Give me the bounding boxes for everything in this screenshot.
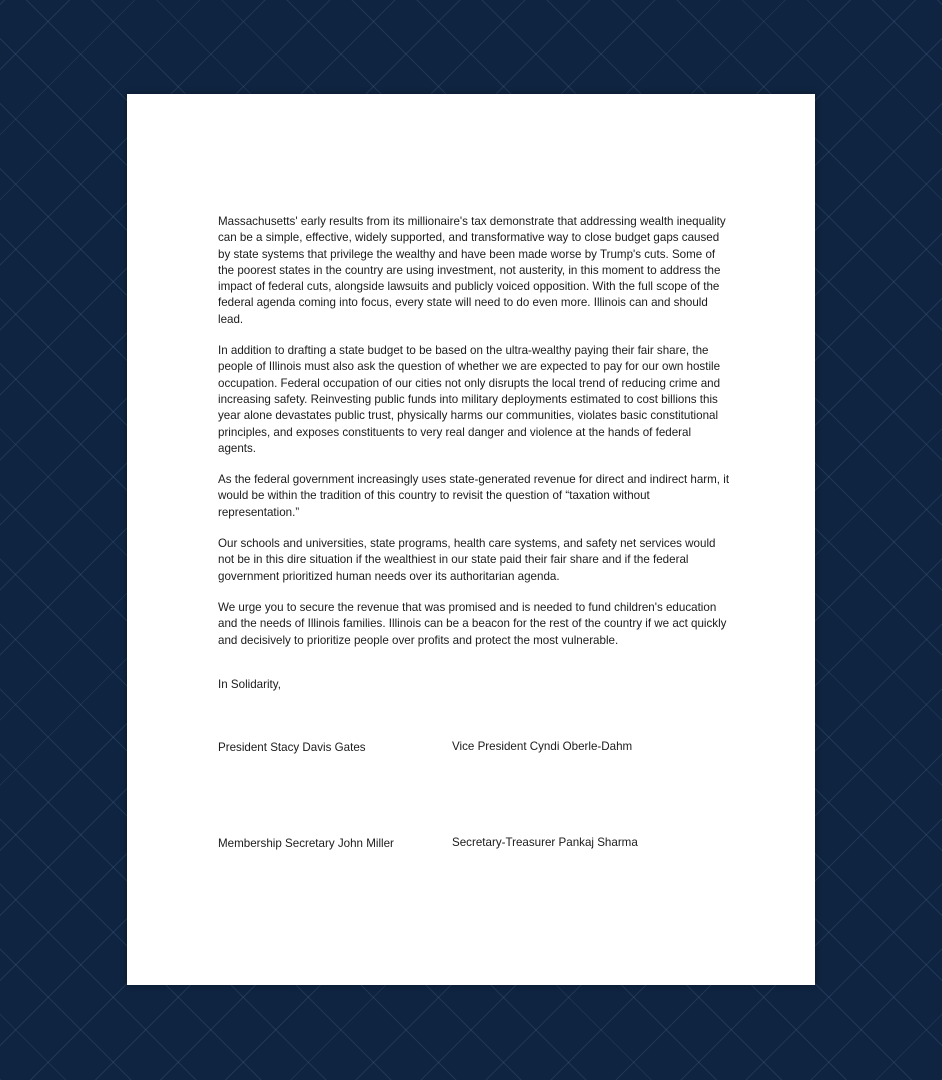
paragraph-1: Massachusetts' early results from its millionaire's tax demonstrate that addressing wealth inequality can be a simple, effective, widely supported, and transformative way to close budget gaps caused by state systems that privilege the wealthy and have been made worse by Trump's cuts. Some of the poorest states in the country are using investment, not austerity, in this moment to address the impact of federal cuts, alongside lawsuits and publicly voiced opposition. With the full scope of the federal agenda coming into focus, every state will need to do even more. Illinois can and should lead. [218, 215, 726, 326]
letter-body [218, 214, 730, 664]
signatory-vice-president: Vice President Cyndi Oberle-Dahm [452, 740, 633, 753]
signatory-membership-secretary: Membership Secretary John Miller [218, 837, 394, 850]
paragraph-3: As the federal government increasingly uses state-generated revenue for direct and indirect harm, it would be within the tradition of this country to revisit the question of “taxation without representation.” [218, 473, 730, 519]
signatory-president: President Stacy Davis Gates [218, 741, 366, 754]
paragraph-4: Our schools and universities, state programs, health care systems, and safety net services would not be in this dire situation if the wealthiest in our state paid their fair share and if the federal government prioritized human needs over its authoritarian agenda. [218, 537, 716, 583]
signatory-secretary-treasurer: Secretary-Treasurer Pankaj Sharma [452, 836, 638, 849]
paragraph-5: We urge you to secure the revenue that was promised and is needed to fund children's education and the needs of Illinois families. Illinois can be a beacon for the rest of the country if we act quickly and decisively to prioritize people over profits and protect the most vulnerable. [218, 600, 727, 647]
letter-page [127, 94, 815, 985]
closing-line: In Solidarity, [218, 678, 281, 691]
paragraph-2: In addition to drafting a state budget to be based on the ultra-wealthy paying their fair share, the people of Illinois must also ask the question of whether we are expected to pay for our own hostile occupation. Federal occupation of our cities not only disrupts the local trend of reducing crime and increasing safety. Reinvesting public funds into military deployments estimated to cost billions this year alone devastates public trust, physically harms our communities, violates basic constitutional principles, and exposes constituents to very real danger and violence at the hands of federal agents. [218, 344, 721, 455]
